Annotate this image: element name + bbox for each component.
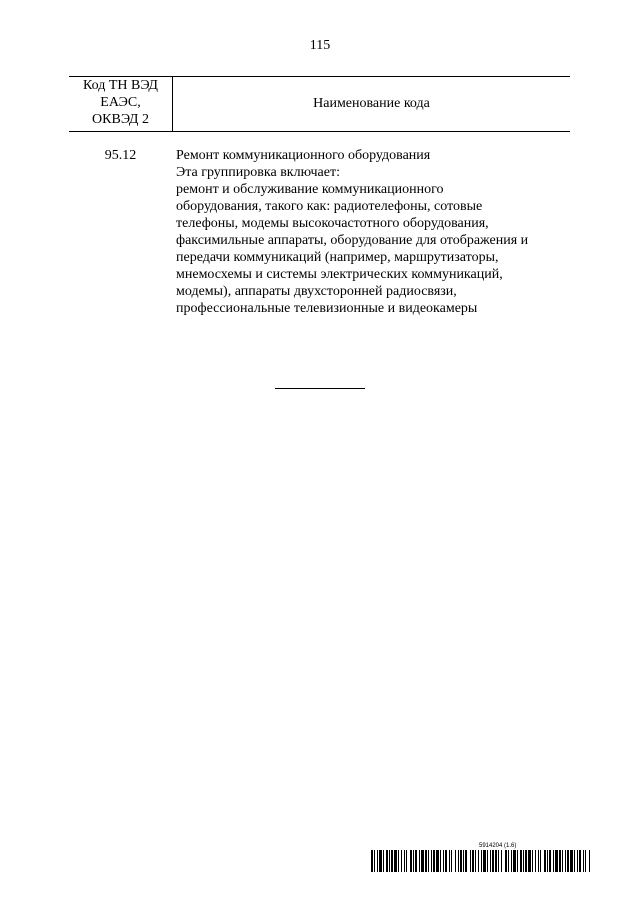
- barcode-bar: [425, 850, 427, 872]
- barcode-bar: [517, 850, 518, 872]
- header-name-cell: Наименование кода: [313, 96, 430, 111]
- barcode-bar: [544, 850, 546, 872]
- barcode-bar: [535, 850, 536, 872]
- end-separator: [275, 388, 365, 389]
- barcode-bar: [565, 850, 566, 872]
- description-line: мнемосхемы и системы электрических коммуникаций,: [176, 267, 503, 282]
- header-code-line: ЕАЭС,: [100, 95, 141, 110]
- description-line: факсимильные аппараты, оборудование для отображения и: [176, 233, 529, 248]
- barcode-bar: [451, 850, 452, 872]
- barcode-bar: [404, 850, 405, 872]
- barcode-bar: [487, 850, 488, 872]
- barcode-bar: [421, 850, 424, 872]
- barcode-bar: [511, 850, 512, 872]
- barcode-bar: [528, 850, 531, 872]
- barcode-bar: [589, 850, 590, 872]
- barcode-bar: [428, 850, 429, 872]
- barcode: [371, 850, 591, 872]
- barcode-bar: [567, 850, 569, 872]
- barcode-bar: [460, 850, 462, 872]
- row-code: 95.12: [104, 148, 137, 163]
- barcode-bar: [415, 850, 417, 872]
- barcode-bar: [513, 850, 516, 872]
- barcode-bar: [419, 850, 420, 872]
- barcode-bar: [443, 850, 444, 872]
- barcode-bar: [549, 850, 551, 872]
- barcode-bar: [501, 850, 502, 872]
- barcode-bar: [505, 850, 507, 872]
- description-line: Эта группировка включает:: [176, 165, 340, 180]
- barcode-label: 5914204 (1.6): [479, 843, 517, 849]
- barcode-bar: [540, 850, 541, 872]
- barcode-bar: [574, 850, 575, 872]
- barcode-bar: [440, 850, 441, 872]
- barcode-bar: [525, 850, 527, 872]
- barcode-bar: [559, 850, 561, 872]
- barcode-bar: [386, 850, 388, 872]
- barcode-bar: [398, 850, 399, 872]
- page-number: 115: [309, 38, 331, 53]
- barcode-bar: [431, 850, 432, 872]
- barcode-bar: [449, 850, 450, 872]
- header-code-line: ОКВЭД 2: [92, 112, 149, 127]
- barcode-bar: [371, 850, 373, 872]
- barcode-bar: [410, 850, 412, 872]
- barcode-bar: [463, 850, 464, 872]
- barcode-bar: [478, 850, 479, 872]
- barcode-bar: [472, 850, 474, 872]
- barcode-bar: [401, 850, 402, 872]
- barcode-bar: [413, 850, 414, 872]
- barcode-bar: [377, 850, 378, 872]
- barcode-bar: [455, 850, 456, 872]
- barcode-bar: [570, 850, 573, 872]
- barcode-bar: [498, 850, 499, 872]
- barcode-bar: [538, 850, 539, 872]
- barcode-bar: [555, 850, 558, 872]
- barcode-bar: [465, 850, 467, 872]
- description-line: модемы), аппараты двухсторонней радиосвязи,: [176, 284, 457, 299]
- row-description: [176, 147, 570, 317]
- barcode-bar: [562, 850, 563, 872]
- barcode-bar: [483, 850, 486, 872]
- barcode-bar: [579, 850, 581, 872]
- barcode-bar: [585, 850, 586, 872]
- barcode-bar: [532, 850, 533, 872]
- barcode-bar: [577, 850, 578, 872]
- header-code-line: Код ТН ВЭД: [83, 78, 158, 93]
- description-line: ремонт и обслуживание коммуникационного: [176, 182, 444, 197]
- barcode-bar: [475, 850, 476, 872]
- header-code-cell: [69, 77, 173, 131]
- barcode-bar: [383, 850, 384, 872]
- barcode-bar: [436, 850, 439, 872]
- barcode-bar: [374, 850, 375, 872]
- description-line: оборудования, такого как: радиотелефоны, сотовые: [176, 199, 483, 214]
- barcode-bar: [445, 850, 447, 872]
- description-line: телефоны, модемы высокочастотного оборудования,: [176, 216, 489, 231]
- barcode-bar: [492, 850, 494, 872]
- barcode-bar: [391, 850, 393, 872]
- description-line: Ремонт коммуникационного оборудования: [176, 148, 431, 163]
- barcode-bar: [458, 850, 459, 872]
- barcode-bar: [583, 850, 584, 872]
- barcode-bar: [470, 850, 471, 872]
- description-line: профессиональные телевизионные и видеокамеры: [176, 301, 478, 316]
- table-header: [69, 76, 570, 132]
- barcode-bar: [553, 850, 554, 872]
- barcode-bar: [495, 850, 497, 872]
- barcode-bar: [520, 850, 522, 872]
- barcode-bar: [490, 850, 491, 872]
- barcode-bar: [394, 850, 397, 872]
- barcode-bar: [379, 850, 382, 872]
- barcode-bar: [406, 850, 407, 872]
- barcode-bar: [389, 850, 390, 872]
- barcode-bar: [481, 850, 482, 872]
- barcode-bar: [433, 850, 435, 872]
- barcode-bar: [523, 850, 524, 872]
- barcode-bar: [547, 850, 548, 872]
- description-line: передачи коммуникаций (например, маршрутизаторы,: [176, 250, 499, 265]
- barcode-bar: [508, 850, 509, 872]
